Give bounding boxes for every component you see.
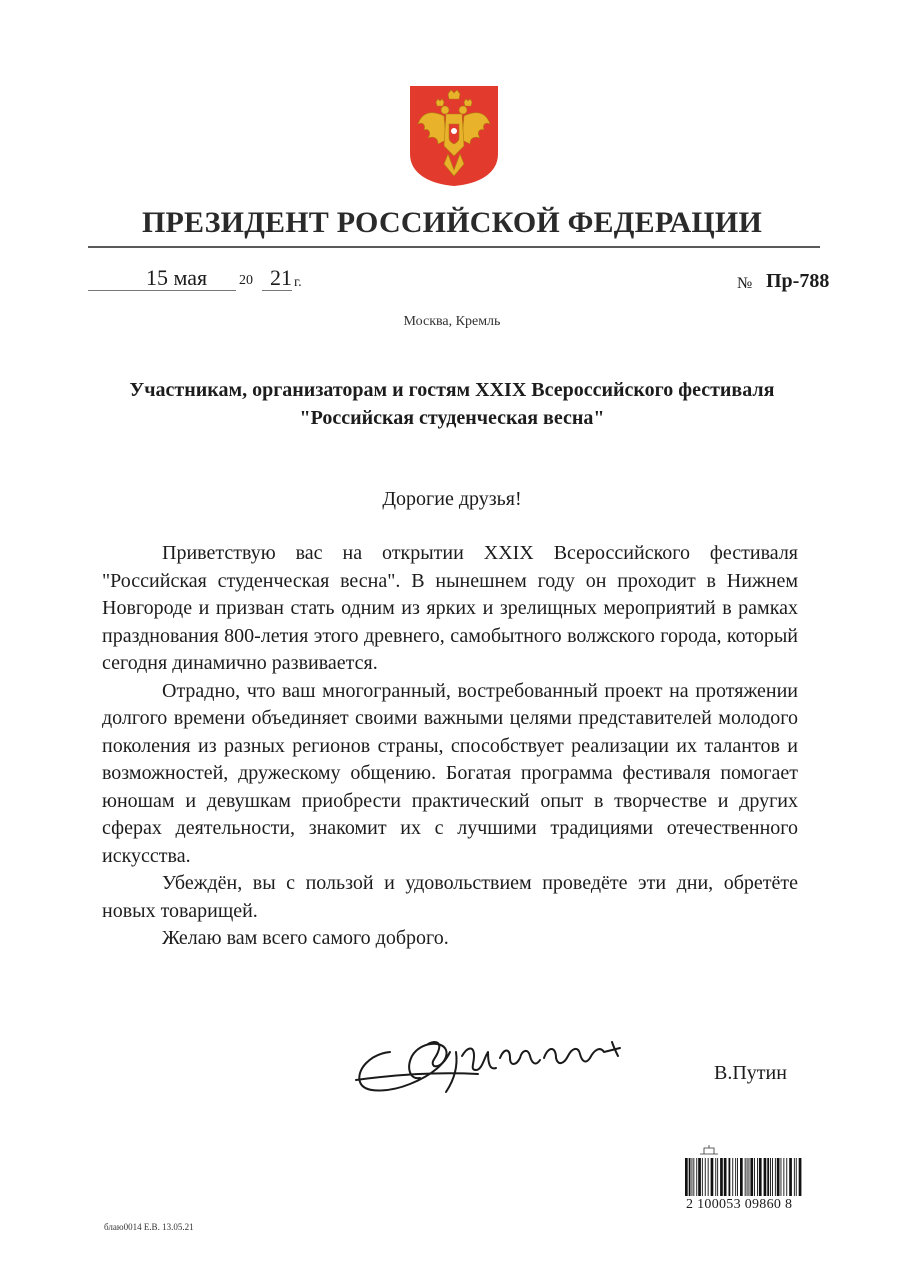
barcode-bar <box>783 1158 784 1196</box>
barcode-bar <box>796 1158 797 1196</box>
barcode-bar <box>770 1158 771 1196</box>
barcode-bar <box>711 1158 714 1196</box>
barcode-bar <box>737 1158 738 1196</box>
barcode-bar <box>757 1158 758 1196</box>
barcode-bar <box>781 1158 782 1196</box>
date-underline <box>88 290 236 291</box>
barcode-bar <box>789 1158 792 1196</box>
barcode-bar <box>698 1158 701 1196</box>
barcode-bar <box>692 1158 693 1196</box>
barcode-bar <box>696 1158 697 1196</box>
barcode-bar <box>724 1158 727 1196</box>
barcode-bar <box>705 1158 706 1196</box>
barcode-bar <box>749 1158 750 1196</box>
signer-name: В.Путин <box>714 1062 787 1084</box>
page-title: ПРЕЗИДЕНТ РОССИЙСКОЙ ФЕДЕРАЦИИ <box>142 206 762 239</box>
barcode-bar <box>715 1158 716 1196</box>
letter-title: Участникам, организаторам и гостям XXIX Всероссийского фестиваля "Российская студенческая весна" <box>129 379 775 429</box>
barcode-bar <box>767 1158 769 1196</box>
paragraph: Приветствую вас на открытии XXIX Всероссийского фестиваля "Российская студенческая весна". В нынешнем году он проходит в Нижнем Новгороде и призван стать одним из ярких и зрелищных мероприятий в рамках празднования 800-летия этого древнего, самобытного волжского города, который сегодня динамично развивается. <box>102 542 798 674</box>
coat-of-arms-icon <box>408 84 500 188</box>
barcode-bar <box>702 1158 703 1196</box>
document-place: Москва, Кремль <box>403 314 501 329</box>
year-suffix: 21 <box>270 265 292 290</box>
barcode-bar <box>777 1158 780 1196</box>
header-divider <box>88 246 820 248</box>
barcode-bar <box>693 1158 694 1196</box>
barcode-bar <box>740 1158 743 1196</box>
year-prefix: 20 <box>239 273 253 288</box>
barcode-bar <box>747 1158 748 1196</box>
paragraph: Желаю вам всего самого доброго. <box>162 927 449 949</box>
barcode-logo-icon <box>698 1144 720 1159</box>
barcode-bar <box>794 1158 795 1196</box>
barcode-bar <box>717 1158 718 1196</box>
barcode-bar <box>685 1158 688 1196</box>
number-sign: № <box>737 275 753 292</box>
barcode-bar <box>745 1158 746 1196</box>
paragraph: Отрадно, что ваш многогранный, востребованный проект на протяжении долгого времени объединяет своими важными целями представителей молодого поколения из разных регионов страны, способствует реализации их талантов и возможностей, дружескому общению. Богатая программа фестиваля помогает юношам и девушкам приобрести практический опыт в творчестве и других сферах деятельности, знакомит их с лучшими традициями отечественного искусства. <box>102 679 798 867</box>
year-underline <box>262 290 292 291</box>
barcode-bar <box>689 1158 691 1196</box>
barcode-bar <box>775 1158 776 1196</box>
letter-body <box>102 540 798 953</box>
barcode-bar <box>759 1158 762 1196</box>
barcode-bar <box>799 1158 802 1196</box>
document-number: Пр-788 <box>766 270 830 292</box>
document-date-day: 15 мая <box>146 265 208 290</box>
barcode <box>684 1158 804 1196</box>
year-unit: г. <box>294 275 302 290</box>
barcode-bar <box>750 1158 753 1196</box>
barcode-number: 2 100053 09860 8 <box>686 1197 793 1212</box>
barcode-bar <box>754 1158 755 1196</box>
handwritten-signature <box>350 1022 650 1102</box>
barcode-bar <box>732 1158 733 1196</box>
barcode-bar <box>786 1158 787 1196</box>
barcode-bar <box>764 1158 767 1196</box>
salutation: Дорогие друзья! <box>382 488 522 510</box>
paragraph: Убеждён, вы с пользой и удовольствием проведёте эти дни, обретёте новых товарищей. <box>102 872 798 922</box>
footer-code: блаю0014 Е.В. 13.05.21 <box>104 1222 194 1232</box>
barcode-bar <box>772 1158 773 1196</box>
barcode-bar <box>708 1158 709 1196</box>
barcode-bar <box>720 1158 723 1196</box>
barcode-bar <box>735 1158 736 1196</box>
barcode-bar <box>729 1158 731 1196</box>
